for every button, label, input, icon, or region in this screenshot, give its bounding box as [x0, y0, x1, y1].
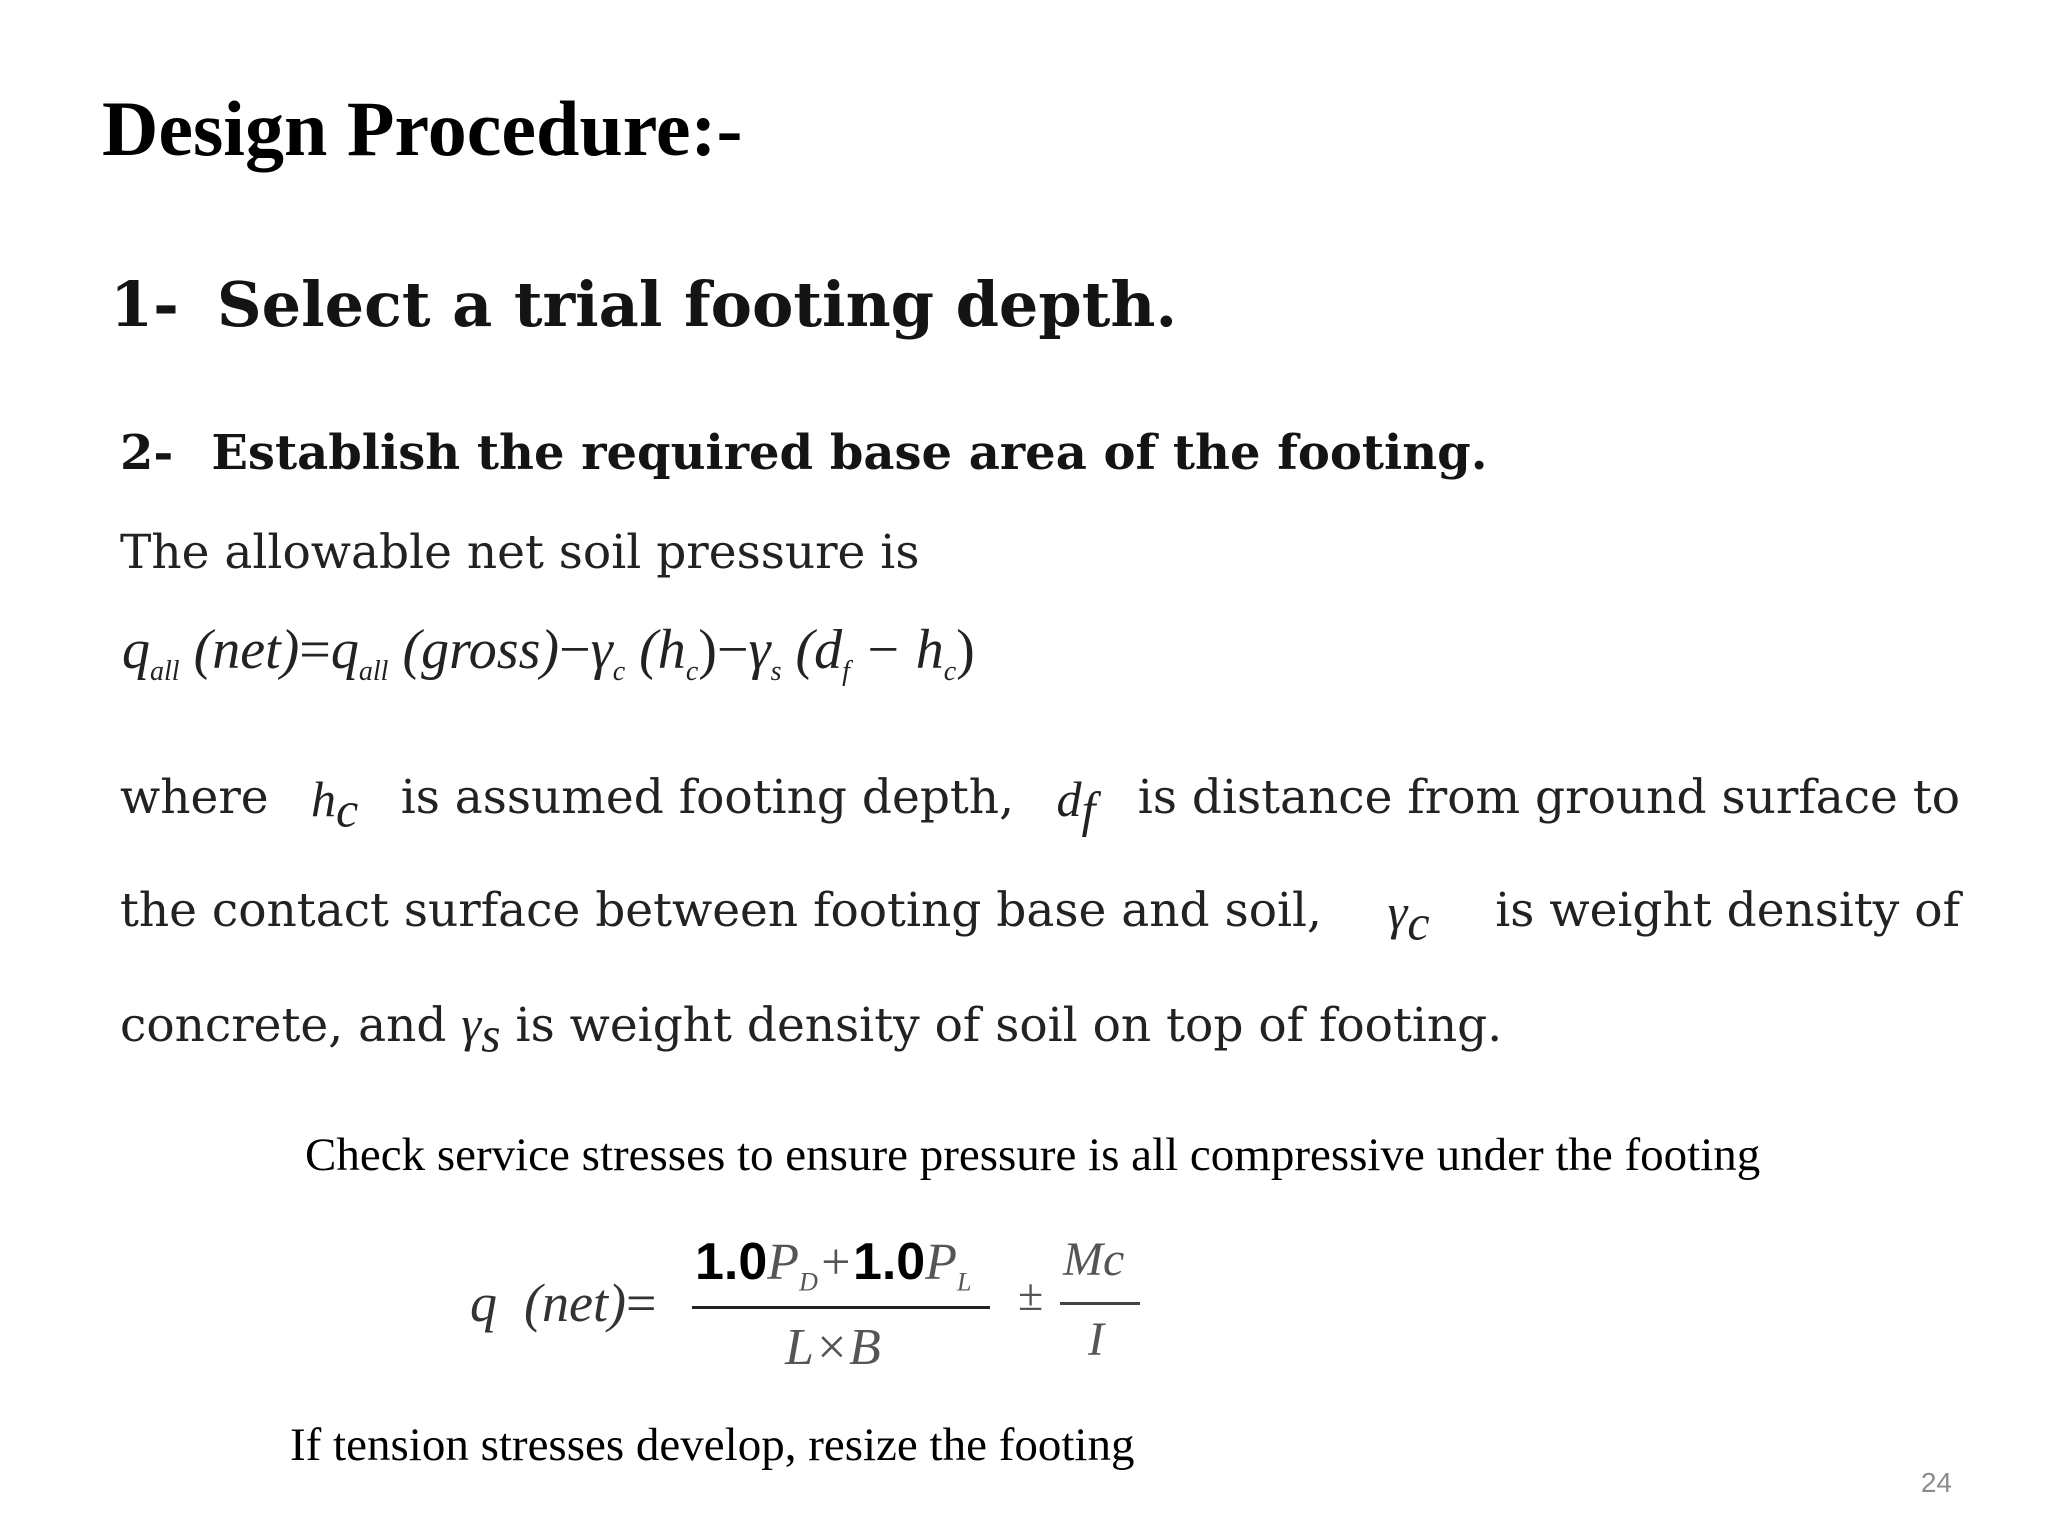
formula-close1: )	[698, 619, 717, 681]
where-concrete-text: concrete, and	[120, 998, 447, 1053]
formula-sub-all: all	[150, 656, 180, 688]
step-2-text: Establish the required base area of the footing.	[211, 425, 1488, 481]
formula2-pd-sub: D	[799, 1267, 818, 1297]
formula2-q: q	[470, 1273, 497, 1333]
symbol-gamma-s: γ	[461, 996, 482, 1052]
where-gamma-s-desc: is weight density of soil on top of footing.	[515, 998, 1503, 1053]
formula-gamma-c: γ	[590, 619, 613, 681]
formula-sub-f: f	[842, 656, 850, 688]
formula2-fraction-bar	[692, 1306, 990, 1309]
formula-net: (net)	[193, 619, 300, 681]
formula-sub-c3: c	[943, 656, 957, 688]
formula2-moment-bar	[1060, 1302, 1140, 1305]
where-df-desc: is distance from ground surface to	[1137, 770, 1960, 825]
formula2-inertia: I	[1088, 1313, 1104, 1366]
formula-close2: )	[956, 619, 975, 681]
formula2-pl-sub: L	[957, 1267, 972, 1297]
net-pressure-formula	[122, 618, 975, 688]
formula2-coef1: 1.0	[695, 1233, 768, 1291]
formula2-pd: P	[767, 1234, 800, 1291]
step-1-number: 1-	[110, 268, 179, 341]
formula2-lhs	[470, 1272, 656, 1334]
formula2-denominator: L×B	[785, 1319, 881, 1376]
where-line-2	[120, 883, 1960, 951]
resize-text: If tension stresses develop, resize the footing	[290, 1419, 1135, 1471]
formula-hc-open: (h	[639, 619, 686, 681]
where-word: where	[120, 770, 269, 825]
formula2-moment: Mc	[1063, 1233, 1125, 1286]
formula-minus1: −	[559, 619, 591, 681]
formula-gamma-s: γ	[748, 619, 771, 681]
where-gamma-c-desc: is weight density of	[1495, 883, 1960, 938]
symbol-gamma-c: γ	[1387, 884, 1408, 940]
formula-gross: (gross)	[402, 619, 560, 681]
where-line-3	[120, 995, 1502, 1063]
where-contact-text: the contact surface between footing base and soil,	[120, 883, 1322, 938]
formula-df-open: (d	[795, 619, 843, 681]
formula2-coef2: 1.0	[852, 1233, 926, 1291]
formula-q2: q	[330, 619, 359, 681]
page-number: 24	[1920, 1467, 1952, 1498]
formula-eq: =	[299, 619, 331, 681]
formula-minus2: −	[716, 619, 749, 681]
where-hc-desc: is assumed footing depth,	[400, 770, 1015, 825]
symbol-h: h	[311, 771, 337, 827]
check-text: Check service stresses to ensure pressure is all compressive under the footing	[305, 1129, 1761, 1181]
formula2-numerator	[695, 1232, 971, 1297]
formula2-plus-minus: ±	[1018, 1269, 1044, 1320]
step-2	[120, 425, 1487, 481]
symbol-h-sub: c	[336, 781, 359, 838]
formula-q: q	[122, 619, 150, 681]
symbol-d: d	[1056, 771, 1082, 827]
formula2-plus: +	[817, 1234, 853, 1291]
page-title: Design Procedure:-	[102, 85, 743, 172]
where-line-1	[120, 770, 1960, 838]
formula-sub-all2: all	[358, 656, 389, 688]
formula-minus-h: − h	[849, 619, 944, 681]
formula-sub-s: s	[770, 656, 782, 688]
formula-sub-c: c	[612, 656, 626, 688]
symbol-gamma-c-sub: c	[1407, 894, 1430, 951]
formula-sub-c2: c	[685, 656, 699, 688]
step-1-text: Select a trial footing depth.	[216, 268, 1178, 341]
step-2-number: 2-	[120, 425, 174, 481]
symbol-gamma-s-sub: s	[481, 1006, 501, 1063]
formula2-eq: =	[625, 1273, 657, 1333]
symbol-d-sub: f	[1081, 781, 1096, 838]
formula2-net: (net)	[524, 1273, 626, 1333]
step-1	[110, 268, 1177, 341]
formula2-pl: P	[925, 1234, 957, 1291]
intro-text: The allowable net soil pressure is	[120, 525, 920, 580]
